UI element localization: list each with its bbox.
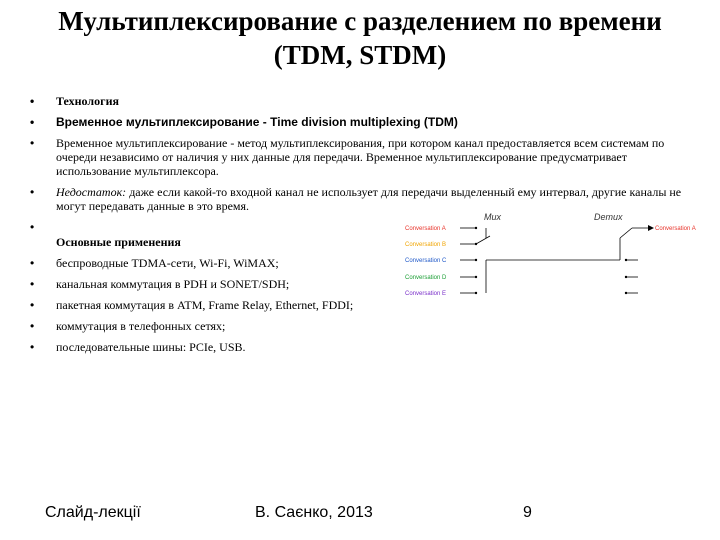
mux-switch (460, 228, 650, 293)
footer-author: В. Саєнко, 2013 (255, 504, 373, 521)
input-label-e: Conversation E (405, 291, 447, 297)
applications-heading: Основные применения (56, 235, 181, 249)
slide-title: Мультиплексирование с разделением по времени (TDM, STDM) (58, 6, 662, 70)
input-label-b: Conversation B (405, 242, 447, 248)
bullet-technology: • Технология (30, 94, 690, 108)
application-item: • пакетная коммутация в ATM, Frame Relay, Ethernet, FDDI; (30, 298, 396, 312)
bullet-definition: • Временное мультиплексирование - метод мультиплексирования, при котором канал предоставляется всем системам по очереди независимо от наличия у них данные для передачи. Временное мультиплексирование предусматривает использование мультиплексора. (30, 136, 690, 178)
bullet-tdm-heading: • Временное мультиплексирование - Time division multiplexing (TDM) (30, 115, 690, 129)
page-number: 9 (523, 504, 532, 521)
mux-label: Mux (484, 212, 502, 222)
input-label-a: Conversation A (405, 226, 446, 232)
drawback-text: даже если какой-то входной канал не использует для передачи выделенный ему интервал, другие каналы не могут передавать данные в это время. (56, 185, 682, 213)
input-label-d: Conversation D (405, 275, 447, 281)
tdm-diagram (400, 210, 710, 305)
input-labels (405, 226, 447, 297)
application-item: • беспроводные TDMA-сети, Wi-Fi, WiMAX; (30, 256, 396, 270)
input-label-c: Conversation C (405, 258, 447, 264)
application-item: • канальная коммутация в PDH и SONET/SDH; (30, 277, 396, 291)
switch-contacts (475, 227, 627, 294)
application-item: • последовательные шины: PCIe, USB. (30, 340, 396, 354)
footer-left: Слайд-лекції (45, 504, 141, 521)
output-arrow-icon (648, 225, 654, 231)
application-item: • коммутация в телефонных сетях; (30, 319, 396, 333)
demux-label: Demux (594, 212, 623, 222)
bullet-drawback (30, 185, 690, 213)
drawback-label: Недостаток: (56, 185, 127, 199)
output-label: Conversation A (655, 226, 696, 232)
